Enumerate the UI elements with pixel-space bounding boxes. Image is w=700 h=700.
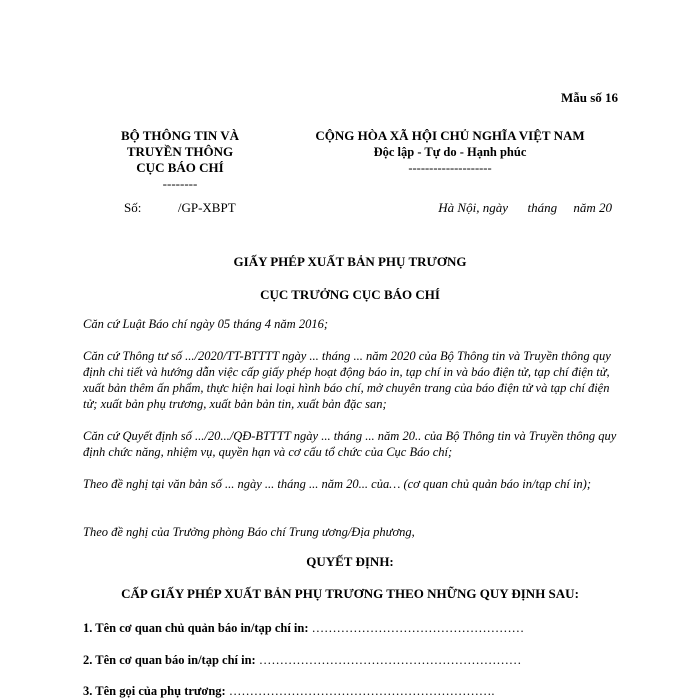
- form-number: Mẫu số 16: [560, 90, 618, 105]
- doc-number-code: /GP-XBPT: [177, 200, 236, 215]
- issuer-title: CỤC TRƯỞNG CỤC BÁO CHÍ: [260, 287, 440, 302]
- form-item-fill: ………………………………………………………: [258, 653, 522, 667]
- doc-number-label: Số:: [124, 200, 142, 215]
- basis-circular: Căn cứ Thông tư số .../2020/TT-BTTTT ngày ... tháng ... năm 2020 của Bộ Thông tin và Truyền thông quy định chi tiết và hướng dẫn việc cấp giấy phép hoạt động báo in, tạp chí in và báo điện tử, tạp chí điện tử, xuất bản thêm ấn phẩm, thực hiện hai loại hình báo chí, mở chuyên trang của báo điện tử và tạp chí điện tử; xuất bản phụ trương, xuất bản bản tin, xuất bản đặc san;: [83, 349, 611, 411]
- ministry-divider: --------: [162, 176, 198, 191]
- place-date: Hà Nội, ngày tháng năm 20: [438, 200, 612, 215]
- basis-proposal: Theo đề nghị của Trưởng phòng Báo chí Trung ương/Địa phương,: [83, 525, 415, 539]
- ministry-line-2: TRUYỀN THÔNG: [126, 144, 234, 159]
- nation-divider: --------------------: [408, 161, 492, 175]
- form-item-2: [83, 653, 521, 668]
- department-name: CỤC BÁO CHÍ: [136, 160, 224, 175]
- nation-title: CỘNG HÒA XÃ HỘI CHỦ NGHĨA VIỆT NAM: [315, 128, 585, 143]
- nation-motto: Độc lập - Tự do - Hạnh phúc: [373, 145, 527, 159]
- ministry-header: [105, 128, 255, 192]
- basis-request: Theo đề nghị tại văn bản số ... ngày ... tháng ... năm 20... của… (cơ quan chủ quản báo in/tạp chí in);: [83, 477, 592, 491]
- form-item-fill: ……………………………………………………….: [228, 684, 495, 698]
- basis-decision: Căn cứ Quyết định số .../20.../QĐ-BTTTT ngày ... tháng ... năm 20.. của Bộ Thông tin và Truyền thông quy định chức năng, nhiệm vụ, quyền hạn và cơ cấu tổ chức của Cục Báo chí;: [83, 429, 617, 459]
- doc-number: [124, 200, 236, 216]
- form-item-label: 3. Tên gọi của phụ trương:: [83, 684, 226, 698]
- form-item-1: [83, 621, 524, 636]
- form-item-3: [83, 684, 494, 699]
- doc-title: GIẤY PHÉP XUẤT BẢN PHỤ TRƯƠNG: [233, 254, 467, 269]
- basis-law: Căn cứ Luật Báo chí ngày 05 tháng 4 năm 2016;: [83, 317, 328, 331]
- decision-heading: QUYẾT ĐỊNH:: [306, 554, 394, 569]
- form-item-label: 2. Tên cơ quan báo in/tạp chí in:: [83, 653, 256, 667]
- form-item-fill: ……………………………………………: [311, 621, 525, 635]
- decision-subheading: CẤP GIẤY PHÉP XUẤT BẢN PHỤ TRƯƠNG THEO NHỮNG QUY ĐỊNH SAU:: [121, 586, 579, 601]
- ministry-line-1: BỘ THÔNG TIN VÀ: [120, 128, 240, 143]
- national-header: [290, 128, 610, 176]
- form-item-label: 1. Tên cơ quan chủ quản báo in/tạp chí in:: [83, 621, 309, 635]
